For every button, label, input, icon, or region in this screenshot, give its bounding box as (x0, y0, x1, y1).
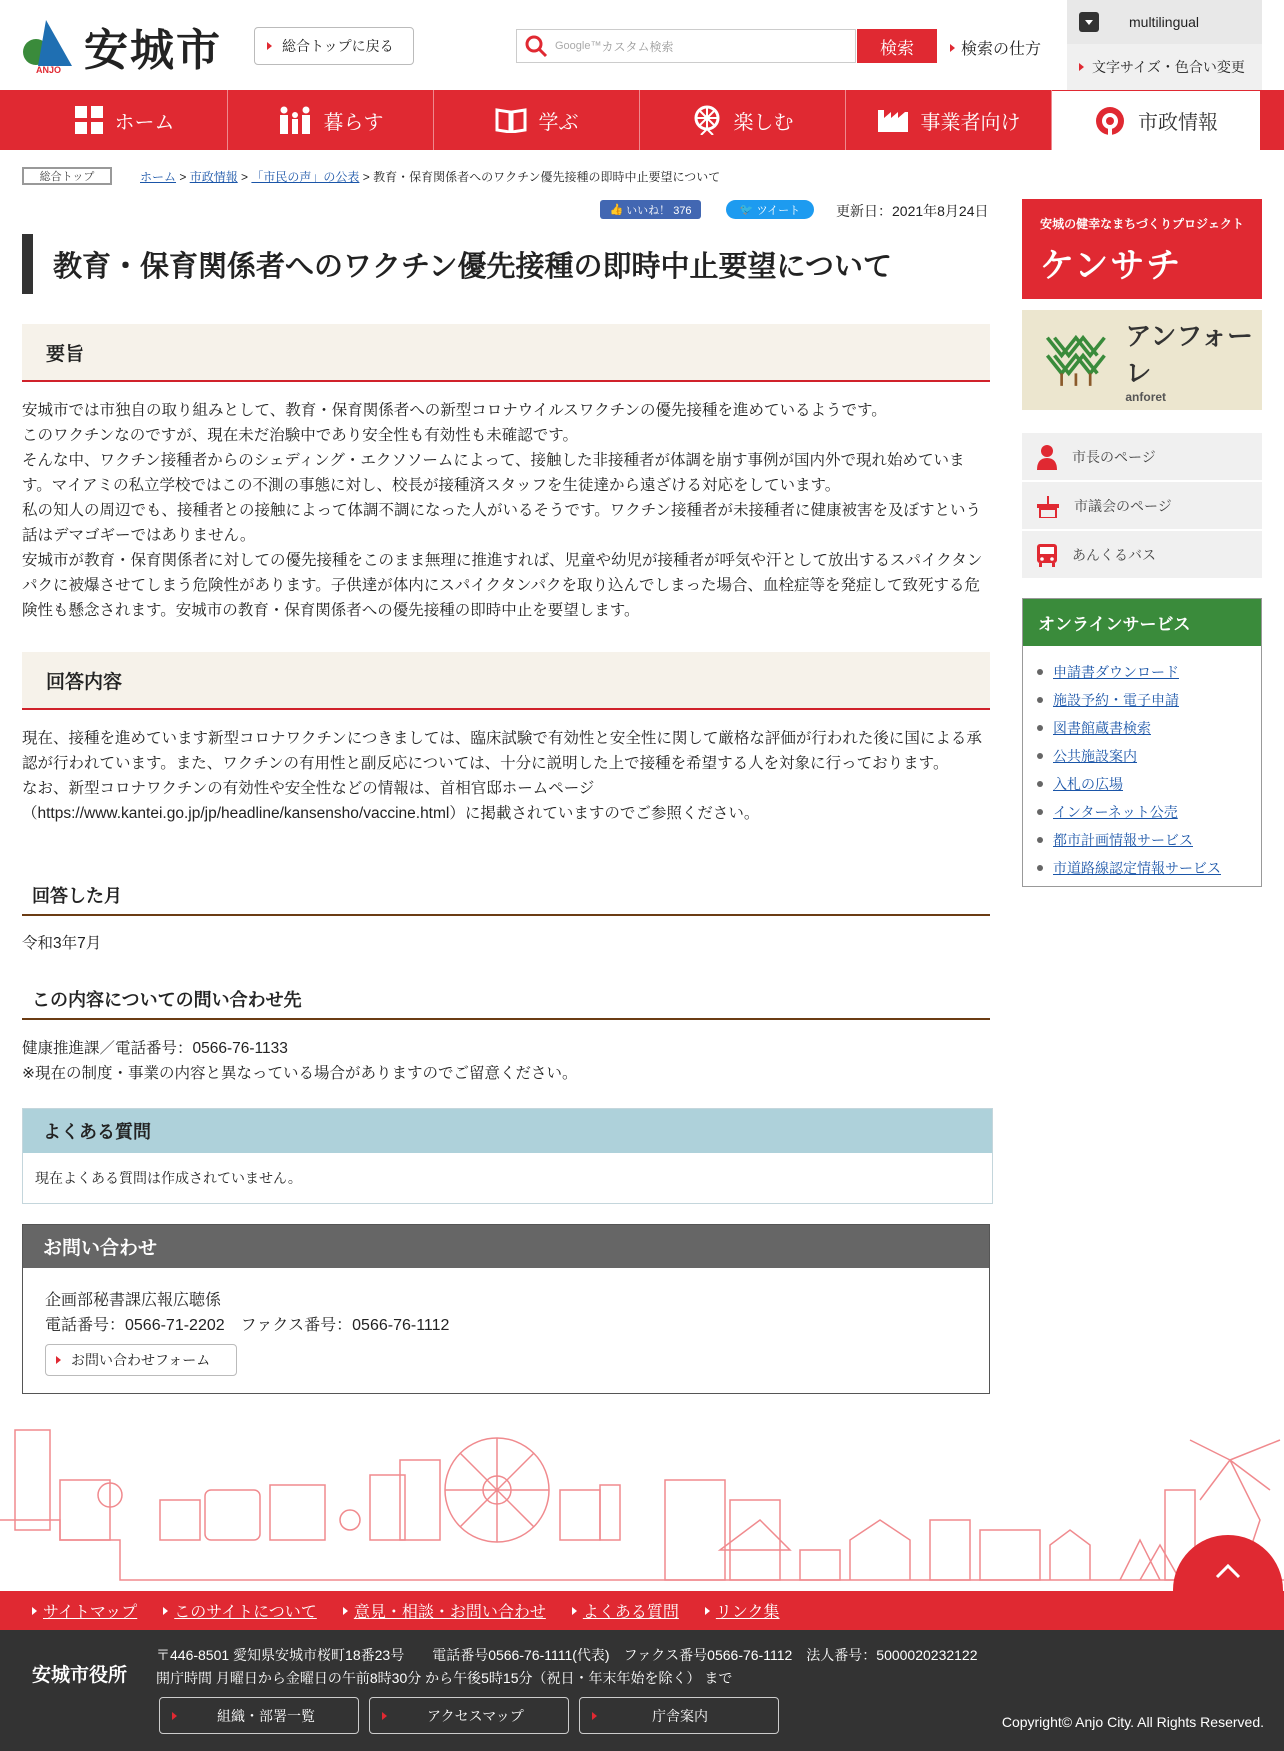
contact-form-button[interactable] (45, 1344, 237, 1376)
answered-month-heading: 回答した月 (22, 876, 990, 916)
bullet-icon (1037, 809, 1043, 815)
online-item (1037, 770, 1261, 798)
online-link[interactable]: 市道路線認定情報サービス (1053, 860, 1221, 876)
footer-links (0, 1591, 1284, 1630)
footer-access-map-button[interactable] (369, 1697, 569, 1734)
footer-org-list-button[interactable] (159, 1697, 359, 1734)
footer-button-label: アクセスマップ (427, 1707, 524, 1724)
nav-living-label: 暮らす (323, 111, 384, 134)
online-item (1037, 742, 1261, 770)
footer-link-label: よくある質問 (582, 1604, 679, 1621)
online-item (1037, 826, 1261, 854)
footer-link-label: 意見・相談・お問い合わせ (353, 1604, 546, 1621)
summary-line: このワクチンなのですが、現在未だ治験中であり安全性も有効性も未確認です。 (22, 427, 578, 444)
inquiry-line: 健康推進課／電話番号：0566-76-1133 (22, 1040, 288, 1057)
city-logo-icon (22, 18, 74, 74)
footer-org-name: 安城市役所 (32, 1665, 128, 1686)
online-link[interactable]: 公共施設案内 (1053, 748, 1137, 764)
summary-line: 安城市では市独自の取り組みとして、教育・保育関係者への新型コロナウイルスワクチンの優先接種を進めているようです。 (22, 402, 887, 419)
arrow-icon (950, 44, 955, 52)
online-services-heading: オンラインサービス (1023, 599, 1261, 646)
main-nav (0, 90, 1284, 150)
tweet-button[interactable] (726, 200, 814, 219)
nav-city-info[interactable] (1052, 90, 1260, 150)
font-color-settings-link[interactable] (1067, 44, 1262, 90)
online-link[interactable]: 都市計画情報サービス (1053, 832, 1193, 848)
anforet-banner[interactable] (1022, 310, 1262, 410)
like-label: いいね！ 376 (626, 204, 692, 217)
nav-home[interactable] (22, 90, 228, 150)
anforet-title: アンフォーレ (1125, 321, 1254, 388)
online-item (1037, 854, 1261, 882)
logo-text: 安城市 (84, 25, 222, 76)
arrow-icon (592, 1712, 597, 1720)
answer-line: 現在、接種を進めています新型コロナワクチンにつきましては、臨床試験で有効性と安全性に関して厳格な評価が行われた後に国による承認が行われています。また、ワクチンの有用性と副反応については、十分に説明した上で接種を希望する人を対象に行っております。 (22, 730, 982, 772)
online-link[interactable]: インターネット公売 (1053, 804, 1178, 820)
footer-link-label: このサイトについて (174, 1604, 317, 1621)
contact-heading: お問い合わせ (23, 1225, 989, 1268)
arrow-icon (343, 1607, 348, 1615)
family-icon (278, 106, 312, 134)
footer-address (156, 1644, 978, 1690)
nav-learn-label: 学ぶ (538, 111, 579, 134)
online-item (1037, 686, 1261, 714)
breadcrumb-citizens-voice[interactable]: 「市民の声」の公表 (251, 170, 360, 184)
thumbs-up-icon: 👍 (609, 204, 624, 216)
contact-box (22, 1224, 990, 1394)
arrow-icon (572, 1607, 577, 1615)
search-help-link[interactable] (950, 36, 1041, 59)
answer-body (22, 726, 990, 826)
footer (0, 1630, 1284, 1751)
multilingual-label: multilingual (1129, 14, 1200, 30)
answer-heading: 回答内容 (22, 652, 990, 710)
footer-hours: 開庁時間 月曜日から金曜日の午前8時30分 から午後5時15分（祝日・年末年始を除く） まで (156, 1670, 733, 1686)
bullet-icon (1037, 725, 1043, 731)
google-label: Google™ (555, 40, 602, 52)
footer-address-line: 〒446-8501 愛知県安城市桜町18番23号 電話番号0566-76-1111(代表) ファクス番号0566-76-1112 法人番号：5000020232122 (156, 1647, 978, 1663)
search-placeholder: カスタム検索 (601, 39, 674, 54)
kensachi-banner[interactable] (1022, 199, 1262, 299)
breadcrumb-top-button[interactable]: 総合トップ (22, 167, 112, 185)
arrow-icon (163, 1607, 168, 1615)
footer-link-faq[interactable] (572, 1599, 679, 1622)
summary-line: 私の知人の周辺でも、接種者との接触によって体調不調になった人がいるそうです。ワクチン接種者が未接種者に健康被害を及ぼすという話はデマゴギーではありません。 (22, 502, 981, 544)
breadcrumb: ホーム > 市政情報 > 「市民の声」の公表 > 教育・保育関係者へのワクチン優先接種の即時中止要望について (140, 170, 721, 184)
footer-button-label: 庁舎案内 (652, 1707, 708, 1724)
home-icon (75, 106, 103, 134)
copyright: Copyright© Anjo City. All Rights Reserved. (1001, 1714, 1264, 1730)
multilingual-dropdown[interactable] (1067, 0, 1262, 44)
footer-link-links[interactable] (705, 1599, 780, 1622)
nav-business[interactable] (846, 90, 1052, 150)
council-page-link[interactable] (1022, 482, 1262, 529)
mayor-page-label: 市長のページ (1072, 448, 1156, 465)
bullet-icon (1037, 697, 1043, 703)
nav-enjoy-label: 楽しむ (733, 111, 794, 134)
contact-dept: 企画部秘書課広報広聴係 (45, 1292, 222, 1309)
cityscape-illustration (0, 1420, 1284, 1591)
anforet-subtitle: anforet (1125, 390, 1167, 404)
city-emblem-icon (1094, 105, 1126, 137)
summary-line: 安城市が教育・保育関係者に対しての優先接種をこのまま無理に推進すれば、児童や幼児が接種者が呼気や汗として放出するスパイクタンパクに被爆させてしまう危険性があります。子供達が体内にスパイクタンパクを取り込んでしまった場合、血栓症等を発症して致死する危険性も懸念されます。安城市の教育・保育関係者への優先接種の即時中止を要望します。 (22, 552, 983, 619)
footer-link-label: サイトマップ (43, 1604, 138, 1621)
bullet-icon (1037, 837, 1043, 843)
footer-link-sitemap[interactable] (32, 1599, 137, 1622)
summary-heading: 要旨 (22, 324, 990, 382)
back-to-top-button[interactable] (254, 27, 414, 65)
tweet-label: ツイート (756, 204, 801, 217)
faq-heading: よくある質問 (23, 1109, 992, 1153)
search-input[interactable] (516, 29, 856, 63)
arrow-icon (172, 1712, 177, 1720)
bullet-icon (1037, 669, 1043, 675)
back-button-label: 総合トップに戻る (282, 38, 394, 54)
online-services (1022, 598, 1262, 887)
svg-text:ANJO: ANJO (36, 65, 62, 74)
inquiry-heading: この内容についての問い合わせ先 (22, 980, 990, 1020)
person-icon (1036, 444, 1058, 470)
faq-box (22, 1108, 993, 1204)
nav-home-label: ホーム (114, 111, 175, 134)
faq-body: 現在よくある質問は作成されていません。 (35, 1170, 302, 1186)
arrow-icon (382, 1712, 387, 1720)
inquiry-note: ※現在の制度・事業の内容と異なっている場合がありますのでご留意ください。 (22, 1065, 578, 1082)
footer-link-about[interactable] (163, 1599, 317, 1622)
updated-date: 更新日：2021年8月24日 (836, 203, 989, 219)
arrow-icon (32, 1607, 37, 1615)
online-link[interactable]: 申請書ダウンロード (1053, 664, 1179, 680)
mayor-page-link[interactable] (1022, 433, 1262, 480)
search-button[interactable]: 検索 (857, 29, 937, 63)
footer-building-guide-button[interactable] (579, 1697, 779, 1734)
nav-learn[interactable] (434, 90, 640, 150)
bullet-icon (1037, 865, 1043, 871)
nav-living[interactable] (228, 90, 434, 150)
online-link[interactable]: 入札の広場 (1053, 776, 1123, 792)
chevron-up-icon (1215, 1563, 1241, 1579)
answered-month-value: 令和3年7月 (22, 935, 102, 952)
online-link[interactable]: 図書館蔵書検索 (1053, 720, 1151, 736)
bird-icon: 🐦 (739, 204, 754, 216)
contact-form-label: お問い合わせフォーム (71, 1351, 211, 1368)
bus-icon (1036, 543, 1058, 567)
uncle-bus-link[interactable] (1022, 531, 1262, 578)
facebook-like-button[interactable] (600, 200, 701, 219)
breadcrumb-home[interactable]: ホーム (140, 170, 177, 184)
font-settings-label: 文字サイズ・色合い変更 (1092, 59, 1245, 75)
inquiry-body (22, 1036, 990, 1086)
online-link[interactable]: 施設予約・電子申請 (1053, 692, 1179, 708)
factory-icon (877, 108, 909, 132)
nav-enjoy[interactable] (640, 90, 846, 150)
site-logo[interactable] (22, 14, 222, 78)
summary-body (22, 398, 990, 623)
arrow-icon (1079, 63, 1084, 71)
anforet-logo-icon (1042, 327, 1113, 393)
ferris-wheel-icon (692, 105, 722, 135)
online-item (1037, 714, 1261, 742)
bullet-icon (1037, 753, 1043, 759)
summary-line: そんな中、ワクチン接種者からのシェディング・エクソソームによって、接触した非接種者が体調を崩す事例が国内外で現れ始めています。マイアミの私立学校ではこの不測の事態に対し、校長が接種済スタッフを生徒達から遠ざける対応をしています。 (22, 452, 965, 494)
footer-button-label: 組織・部署一覧 (217, 1707, 315, 1724)
answer-line: なお、新型コロナワクチンの有効性や安全性などの情報は、首相官邸ホームページ（https://www.kantei.go.jp/jp/headline/kansensho/vaccine.html）に掲載されていますのでご参照ください。 (22, 780, 760, 822)
page-title: 教育・保育関係者へのワクチン優先接種の即時中止要望について (22, 234, 990, 294)
arrow-icon (267, 42, 272, 50)
nav-business-label: 事業者向け (920, 111, 1021, 134)
search-icon (523, 33, 549, 59)
kensachi-title: ケンサチ (1040, 247, 1183, 285)
online-item (1037, 658, 1261, 686)
online-item (1037, 798, 1261, 826)
podium-icon (1036, 494, 1060, 518)
dropdown-icon (1079, 12, 1099, 32)
search-help-label: 検索の仕方 (961, 41, 1042, 58)
contact-phone: 電話番号：0566-71-2202 ファクス番号：0566-76-1112 (45, 1317, 450, 1334)
breadcrumb-city-info[interactable]: 市政情報 (189, 170, 238, 184)
bullet-icon (1037, 781, 1043, 787)
arrow-icon (56, 1356, 61, 1364)
breadcrumb-current: 教育・保育関係者へのワクチン優先接種の即時中止要望について (373, 170, 721, 184)
kensachi-tagline: 安城の健幸なまちづくりプロジェクト (1040, 217, 1244, 231)
book-icon (495, 107, 527, 133)
nav-city-info-label: 市政情報 (1138, 112, 1218, 134)
footer-link-label: リンク集 (715, 1604, 780, 1621)
arrow-icon (705, 1607, 710, 1615)
footer-link-opinions[interactable] (343, 1599, 546, 1622)
council-page-label: 市議会のページ (1074, 497, 1172, 514)
uncle-bus-label: あんくるバス (1072, 546, 1156, 563)
